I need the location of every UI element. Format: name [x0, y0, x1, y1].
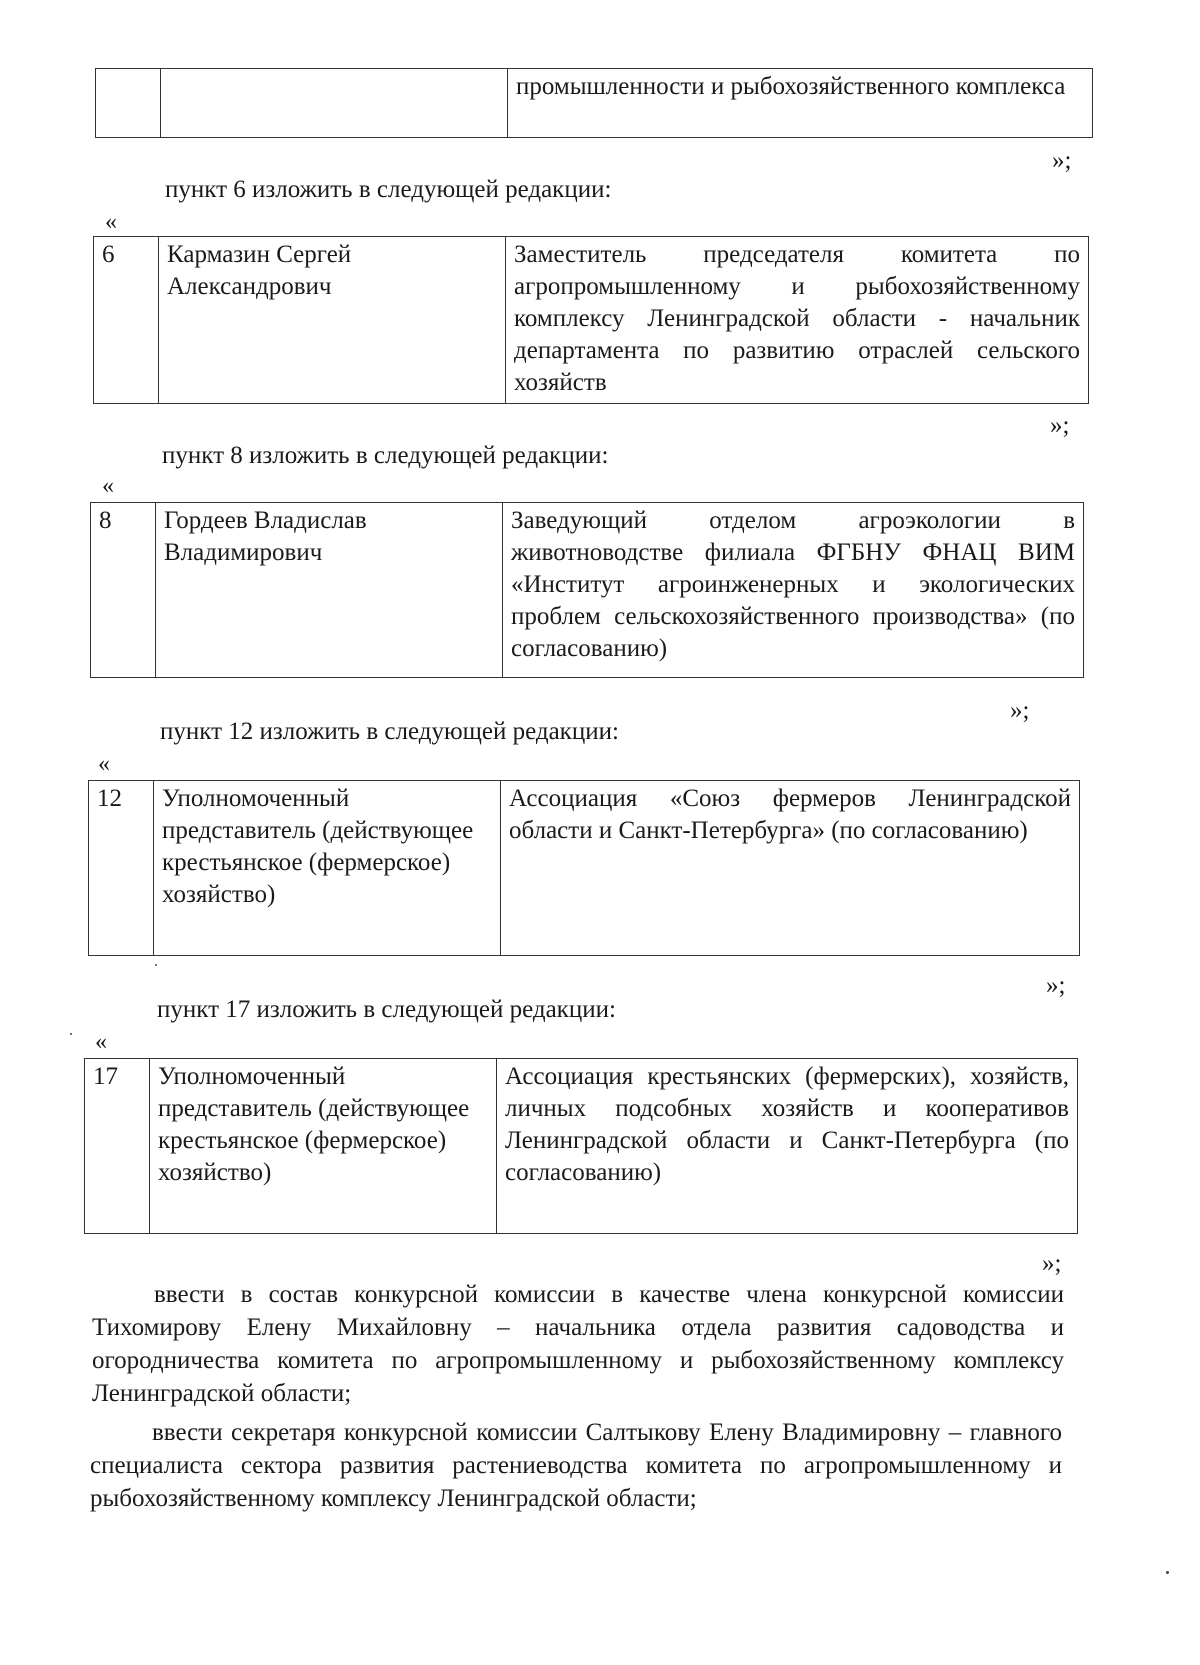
- row-name: [161, 69, 508, 138]
- instruction-line: пункт 17 изложить в следующей редакции:: [157, 996, 616, 1023]
- scan-speck: [1166, 1571, 1169, 1574]
- row-number: 8: [91, 503, 156, 678]
- scan-speck: [155, 964, 157, 966]
- row-number: 6: [94, 237, 159, 404]
- row-number: 17: [85, 1059, 150, 1234]
- row-description: Заместитель председателя комитета по агропромышленному и рыбохозяйственному комплексу Ленинградской области - начальник департамента по развитию отраслей сельского хозяйств: [506, 237, 1089, 404]
- opening-quote: «: [105, 209, 117, 235]
- opening-quote: «: [102, 473, 114, 499]
- instruction-line: пункт 8 изложить в следующей редакции:: [162, 442, 609, 469]
- row-description: Заведующий отделом агроэкологии в животноводстве филиала ФГБНУ ФНАЦ ВИМ «Институт агроинженерных и экологических проблем сельскохозяйственного производства» (по согласованию): [503, 503, 1084, 678]
- row-name: Кармазин Сергей Александрович: [159, 237, 506, 404]
- table-row: [90, 502, 1084, 678]
- closing-quote: »;: [1046, 972, 1066, 999]
- table-row: [95, 68, 1093, 138]
- opening-quote: «: [95, 1029, 107, 1055]
- row-description: Ассоциация «Союз фермеров Ленинградской области и Санкт-Петербурга» (по согласованию): [501, 781, 1080, 956]
- table-row: [88, 780, 1080, 956]
- row-description: промышленности и рыбохозяйственного комплекса: [508, 69, 1093, 138]
- paragraph-secretary: ввести секретаря конкурсной комиссии Салтыкову Елену Владимировну – главного специалиста сектора развития растениеводства комитета по агропромышленному и рыбохозяйственному комплексу Ленинградской области;: [90, 1419, 1062, 1512]
- row-description: Ассоциация крестьянских (фермерских), хозяйств, личных подсобных хозяйств и кооперативов Ленинградской области и Санкт-Петербурга (по согласованию): [497, 1059, 1078, 1234]
- row-name: Уполномоченный представитель (действующее крестьянское (фермерское) хозяйство): [154, 781, 501, 956]
- row-name: Гордеев Владислав Владимирович: [156, 503, 503, 678]
- closing-quote: »;: [1010, 697, 1030, 724]
- opening-quote: «: [98, 751, 110, 777]
- table-row: [93, 236, 1089, 404]
- instruction-line: пункт 6 изложить в следующей редакции:: [165, 176, 612, 203]
- instruction-line: пункт 12 изложить в следующей редакции:: [160, 718, 619, 745]
- closing-quote: »;: [1052, 147, 1072, 174]
- paragraph-member: ввести в состав конкурсной комиссии в качестве члена конкурсной комиссии Тихомирову Елену Михайловну – начальника отдела развития садоводства и огородничества комитета по агропромышленному и рыбохозяйственному комплексу Ленинградской области;: [92, 1281, 1064, 1407]
- row-number: 12: [89, 781, 154, 956]
- scan-speck: [70, 1033, 72, 1035]
- table-row: [84, 1058, 1078, 1234]
- row-name: Уполномоченный представитель (действующее крестьянское (фермерское) хозяйство): [150, 1059, 497, 1234]
- closing-quote: »;: [1050, 412, 1070, 439]
- row-number: [96, 69, 161, 138]
- closing-quote: »;: [1042, 1250, 1062, 1277]
